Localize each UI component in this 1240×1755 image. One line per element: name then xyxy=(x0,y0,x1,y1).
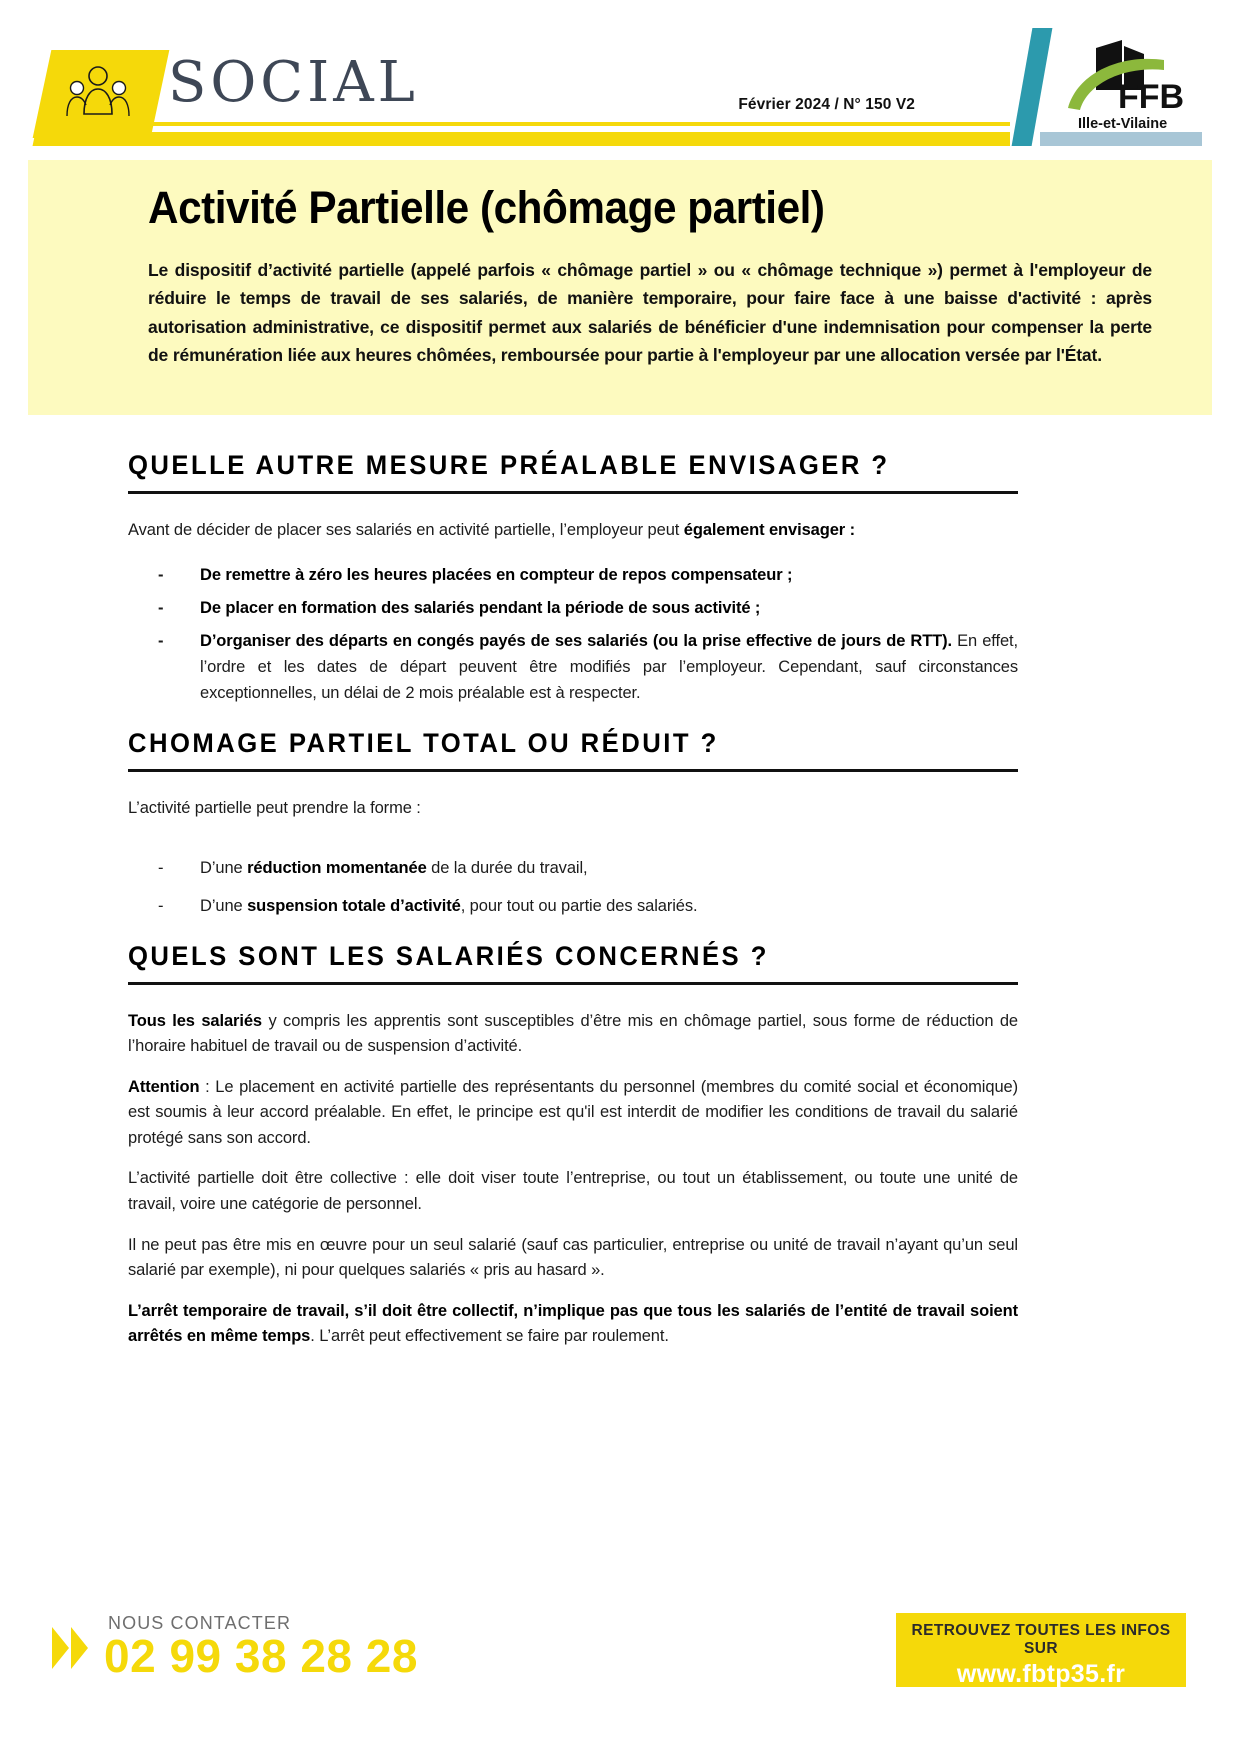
spacer xyxy=(128,839,1018,855)
people-icon xyxy=(62,62,134,124)
section-heading: QUELS SONT LES SALARIÉS CONCERNÉS ? xyxy=(128,940,769,971)
section-salaries-concernes xyxy=(128,941,1018,1350)
bullet-dash: - xyxy=(158,631,164,650)
document-body xyxy=(128,450,1018,1365)
bullet-dash: - xyxy=(158,896,164,915)
list-item xyxy=(128,855,1018,881)
chevron-right-icon xyxy=(52,1627,88,1669)
section-divider xyxy=(128,769,1018,772)
contact-label: NOUS CONTACTER xyxy=(108,1613,292,1633)
paragraph-rest: y compris les apprentis sont susceptibles d’être mis en chômage partiel, sous forme de réduction de l’horaire habituel de travail ou de suspension d’activité. xyxy=(128,1011,1018,1056)
lead-plain: Avant de décider de placer ses salariés en activité partielle, l’employeur peut xyxy=(128,521,684,539)
body-paragraph xyxy=(128,1009,1018,1060)
paragraph-bold: L’arrêt temporaire de travail, s’il doit être collectif, n’implique pas que tous les salariés de l’entité de travail soient arrêtés en même temps xyxy=(128,1301,1018,1346)
body-paragraph xyxy=(128,1166,1018,1217)
body-paragraph xyxy=(128,1075,1018,1152)
ffb-logo xyxy=(1060,38,1210,136)
teal-slash-divider xyxy=(1012,28,1053,146)
bullet-pre: D’une xyxy=(200,859,248,878)
infos-label: RETROUVEZ TOUTES LES INFOS SUR xyxy=(911,1622,1171,1657)
lead-bold: également envisager : xyxy=(683,521,855,539)
paragraph-rest: L’activité partielle doit être collective : elle doit viser toute l’entreprise, ou tout un établissement, ou toute une unité de travail, voire une catégorie de personnel. xyxy=(128,1169,1018,1213)
section-chomage-total-reduit xyxy=(128,728,1018,919)
bullet-bold: De placer en formation des salariés pendant la période de sous activité ; xyxy=(200,598,761,617)
bullet-list xyxy=(128,855,1018,918)
bullet-bold: suspension totale d’activité xyxy=(247,896,461,915)
section-divider xyxy=(128,491,1018,494)
page-footer xyxy=(0,1565,1240,1755)
section-heading: CHOMAGE PARTIEL TOTAL OU RÉDUIT ? xyxy=(128,727,719,758)
body-paragraph xyxy=(128,1233,1018,1284)
header-category-label: SOCIAL xyxy=(168,50,419,115)
section-lead: L’activité partielle peut prendre la forme : xyxy=(128,798,421,817)
bullet-rest: , pour tout ou partie des salariés. xyxy=(460,896,698,915)
issue-date: Février 2024 / N° 150 V2 xyxy=(738,96,915,113)
bullet-bold: D’organiser des départs en congés payés de ses salariés (ou la prise effective de jours de RTT). xyxy=(200,631,953,650)
header-rule-thick xyxy=(46,132,1010,146)
website-link[interactable]: www.fbtp35.fr xyxy=(956,1660,1126,1688)
bullet-bold: De remettre à zéro les heures placées en compteur de repos compensateur ; xyxy=(200,565,793,584)
intro-highlight-box xyxy=(28,160,1212,415)
bullet-bold: réduction momentanée xyxy=(247,859,427,878)
contact-phone[interactable]: 02 99 38 28 28 xyxy=(104,1630,418,1682)
page-header xyxy=(0,0,1240,150)
bullet-list xyxy=(128,562,1018,706)
paragraph-rest: Il ne peut pas être mis en œuvre pour un seul salarié (sauf cas particulier, entreprise ou unité de travail n’ayant qu’un seul salarié par exemple), ni pour quelques salariés « pris au hasard ». xyxy=(128,1235,1018,1280)
section-lead xyxy=(128,518,1018,544)
paragraph-rest: . L’arrêt peut effectivement se faire par roulement. xyxy=(310,1327,669,1346)
page-title: Activité Partielle (chômage partiel) xyxy=(148,182,825,233)
body-paragraph xyxy=(128,1299,1018,1350)
paragraph-bold: Attention xyxy=(128,1077,200,1096)
section-mesure-prealable xyxy=(128,450,1018,706)
bullet-dash: - xyxy=(158,859,164,878)
infos-box[interactable] xyxy=(896,1613,1186,1687)
bullet-rest: de la durée du travail, xyxy=(426,859,588,878)
intro-paragraph: Le dispositif d’activité partielle (appelé parfois « chômage partiel » ou « chômage technique ») permet à l'employeur de réduire le temps de travail de ses salariés, de manière temporaire, pour faire face à une baisse d'activité : après autorisation administrative, ce dispositif permet aux salariés de bénéficier d'une indemnisation pour compenser la perte de rémunération liée aux heures chômées, remboursée pour partie à l'employeur par une allocation versée par l'État. xyxy=(148,260,1152,366)
paragraph-bold: Tous les salariés xyxy=(128,1011,262,1030)
section-divider xyxy=(128,982,1018,985)
bullet-rest: En effet, l’ordre et les dates de départ peuvent être modifiés par l’employeur. Cependant, sauf circonstances exceptionnelles, un délai de 2 mois préalable est à respecter. xyxy=(200,631,1019,702)
list-item xyxy=(128,595,1018,621)
list-item xyxy=(128,893,1018,919)
svg-text:Ille-et-Vilaine: Ille-et-Vilaine xyxy=(1078,116,1168,132)
section-heading: QUELLE AUTRE MESURE PRÉALABLE ENVISAGER ? xyxy=(128,450,890,480)
bullet-pre: D’une xyxy=(200,896,248,915)
bullet-dash: - xyxy=(158,598,164,617)
paragraph-rest: : Le placement en activité partielle des représentants du personnel (membres du comité social et économique) est soumis à leur accord préalable. En effet, le principe est qu'il est interdit de modifier les conditions de travail du salarié protégé sans son accord. xyxy=(128,1077,1018,1147)
bullet-dash: - xyxy=(158,565,164,584)
header-rule-thin xyxy=(130,122,1010,126)
svg-text:FFB: FFB xyxy=(1118,78,1185,116)
list-item xyxy=(128,628,1018,706)
list-item xyxy=(128,562,1018,588)
